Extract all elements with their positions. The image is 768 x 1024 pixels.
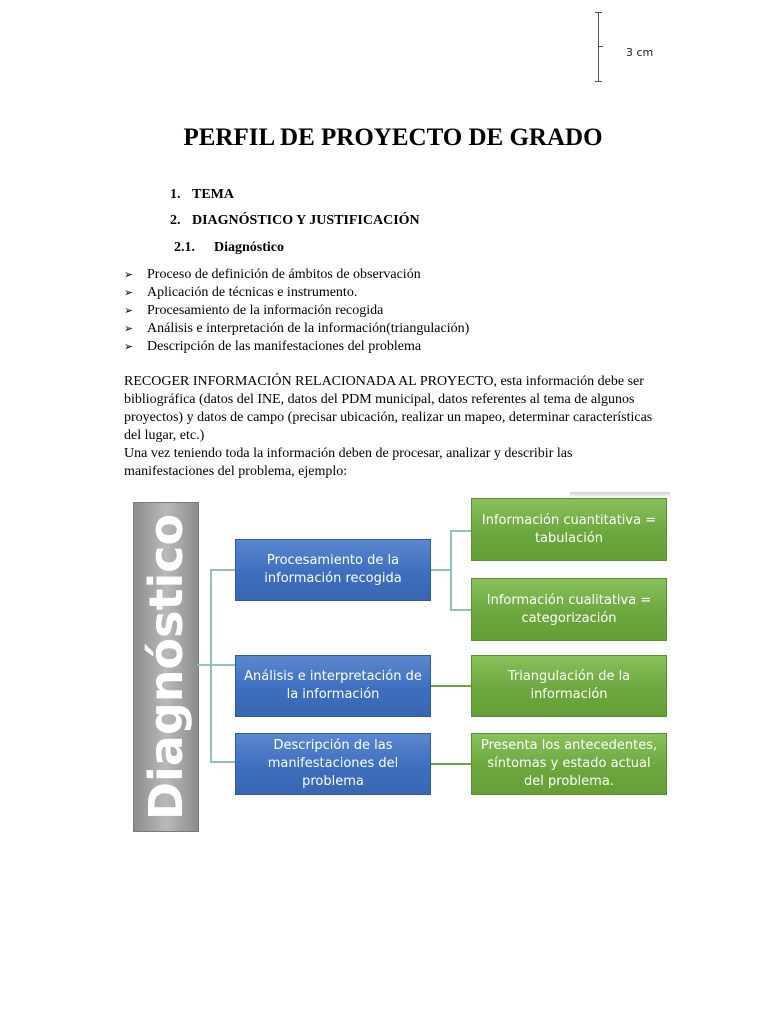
arrow-bullet-icon: ➢ — [124, 340, 134, 353]
green-box-cualitativa: Información cualitativa = categorización — [471, 578, 667, 641]
blue-box-descripcion: Descripción de las manifestaciones del problema — [235, 733, 431, 795]
connector-line — [431, 569, 451, 571]
diagnostico-diagram — [130, 492, 675, 832]
heading-tema: 1. TEMA — [170, 187, 234, 202]
diagram-root-box — [133, 502, 199, 832]
diagram-root-label: Diagnóstico — [139, 513, 193, 821]
bullet-list — [124, 266, 469, 356]
list-item: ➢ Procesamiento de la información recogida — [124, 303, 384, 318]
heading-diagnostico-justificacion: 2. DIAGNÓSTICO Y JUSTIFICACIÓN — [170, 213, 420, 228]
arrow-bullet-icon: ➢ — [124, 304, 134, 317]
paragraph-lead: RECOGER INFORMACIÓN RELACIONADA AL PROYECTO — [124, 374, 494, 389]
list-item: ➢ Aplicación de técnicas e instrumento. — [124, 285, 358, 300]
list-item: ➢ Proceso de definición de ámbitos de observación — [124, 267, 421, 282]
connector-line — [431, 763, 471, 765]
heading-diagnostico: 2.1. Diagnóstico — [174, 240, 284, 255]
arrow-bullet-icon: ➢ — [124, 322, 134, 335]
green-box-triangulacion: Triangulación de la información — [471, 655, 667, 717]
list-item: ➢ Descripción de las manifestaciones del problema — [124, 339, 422, 354]
blue-box-analisis: Análisis e interpretación de la información — [235, 655, 431, 717]
connector-line — [431, 685, 471, 687]
connector-line — [450, 609, 471, 611]
connector-line — [210, 761, 236, 763]
margin-measure-line — [598, 12, 599, 82]
connector-line — [210, 569, 236, 571]
connector-line — [197, 664, 211, 666]
connector-line — [450, 530, 471, 532]
page-title: PERFIL DE PROYECTO DE GRADO — [183, 124, 603, 151]
green-box-cuantitativa: Información cuantitativa = tabulación — [471, 498, 667, 561]
green-box-presenta: Presenta los antecedentes, síntomas y estado actual del problema. — [471, 733, 667, 795]
margin-measure-tick — [599, 46, 603, 47]
arrow-bullet-icon: ➢ — [124, 268, 134, 281]
paragraph-rest: , esta información debe ser bibliográfica (datos del INE, datos del PDM municipal, datos referentes al tema de algunos proyectos) y datos de campo (precisar ubicación, realizar un mapeo, determinar características del lugar, etc.) — [124, 374, 653, 443]
blue-box-procesamiento: Procesamiento de la información recogida — [235, 539, 431, 601]
arrow-bullet-icon: ➢ — [124, 286, 134, 299]
connector-line — [210, 664, 236, 666]
margin-note: 3 cm — [626, 46, 654, 59]
connector-line — [450, 530, 452, 610]
body-paragraph — [124, 373, 664, 481]
paragraph-second: Una vez teniendo toda la información deben de procesar, analizar y describir las manifestaciones del problema, ejemplo: — [124, 446, 573, 479]
list-item: ➢ Análisis e interpretación de la información(triangulación) — [124, 321, 470, 336]
